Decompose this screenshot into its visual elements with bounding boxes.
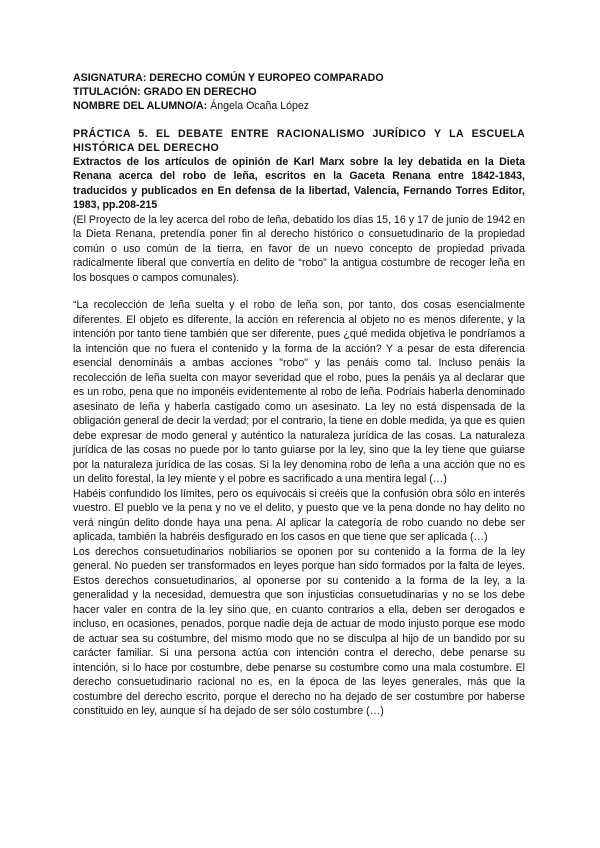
student-line	[73, 99, 525, 113]
subject-line: ASIGNATURA: DERECHO COMÚN Y EUROPEO COMPARADO	[73, 72, 384, 84]
intro-paragraph: (El Proyecto de la ley acerca del robo de leña, debatido los días 15, 16 y 17 de junio de 1942 en la Dieta Renana, pretendía poner fin al derecho histórico o consuetudinario de la propiedad común o uso común de la tierra, en favor de un nuevo concepto de propiedad privada radicalmente liberal que convertía en delito de “robo” la antigua costumbre de recoger leña en los bosques o campos comunales).	[73, 213, 525, 284]
extract-heading: Extractos de los artículos de opinión de Karl Marx sobre la ley debatida en la Dieta Renana acerca del robo de leña, escritos en la Gaceta Renana entre 1842-1843, traducidos y publicados en En defensa de la libertad, Valencia, Fernando Torres Editor, 1983, pp.208-215	[73, 156, 525, 212]
practice-title: PRÁCTICA 5. EL DEBATE ENTRE RACIONALISMO JURÍDICO Y LA ESCUELA HISTÓRICA DEL DERECHO	[73, 128, 525, 154]
quote-paragraph-1: “La recolección de leña suelta y el robo de leña son, por tanto, dos cosas esencialmente diferentes. El objeto es diferente, la acción en referencia al objeto no es menos diferente, y la intención por tanto tiene también que ser diferente, pues ¿qué medida objetiva le pondríamos a la intención que no fuera el contenido y la forma de la acción? Y a pesar de esta diferencia esencial denomináis a ambas acciones "robo" y las penáis como tal. Incluso penáis la recolección de leña suelta con mayor severidad que el robo, pues la penáis ya al declarar que es un robo, pena que no imponéis evidentemente al robo de leña. Podríais haberla denominado asesinato de leña y haberla castigado como un asesinato. La ley no está dispensada de la obligación general de decir la verdad; por el contrario, la tiene en doble medida, ya que es quien debe expresar de modo general y auténtico la naturaleza jurídica de las cosas. La naturaleza jurídica de las cosas no puede por lo tanto guiarse por la ley, sino que la ley tiene que guiarse por la naturaleza jurídica de las cosas. Si la ley denomina robo de leña a una acción que no es un delito forestal, la ley miente y el pobre es sacrificado a una mentira legal (…)	[73, 299, 525, 486]
student-label: NOMBRE DEL ALUMNO/A:	[73, 100, 208, 112]
quote-paragraph-3: Los derechos consuetudinarios nobiliarios se oponen por su contenido a la forma de la ley general. No pueden ser transformados en leyes porque han sido formados por la falta de leyes. Estos derechos consuetudinarios, al oponerse por su contenido a la forma de la ley, a la generalidad y la necesidad, demuestra que son injusticias consuetudinarias y no se los debe hacer valer en contra de la ley sino que, en cuanto contrarios a ella, deben ser derogados e incluso, en ocasiones, penados, porque nadie deja de actuar de modo injusto porque ese modo de actuar sea su costumbre, del mismo modo que no se disculpa al hijo de un bandido por su carácter familiar. Si una persona actúa con intención contra el derecho, debe penarse su intención, si lo hace por costumbre, debe penarse su costumbre como una mala costumbre. El derecho consuetudinario racional no es, en la época de las leyes generales, más que la costumbre del derecho escrito, porque el derecho no ha dejado de ser costumbre por haberse constituido en ley, aunque sí ha dejado de ser sólo costumbre (…)	[73, 545, 525, 718]
quote-paragraph-2: Habéis confundido los límites, pero os equivocáis si creéis que la confusión obra sólo en interés vuestro. El pueblo ve la pena y no ve el delito, y puesto que ve la pena donde no hay delito no verá ningún delito donde haya una pena. Al aplicar la categoría de robo cuando no debe ser aplicada, también la habréis desfigurado en los casos en que tiene que ser aplicada (…)	[73, 487, 525, 544]
degree-line: TITULACIÓN: GRADO EN DERECHO	[73, 86, 257, 98]
student-name: Ángela Ocaña López	[210, 100, 310, 112]
document-content	[73, 71, 525, 719]
